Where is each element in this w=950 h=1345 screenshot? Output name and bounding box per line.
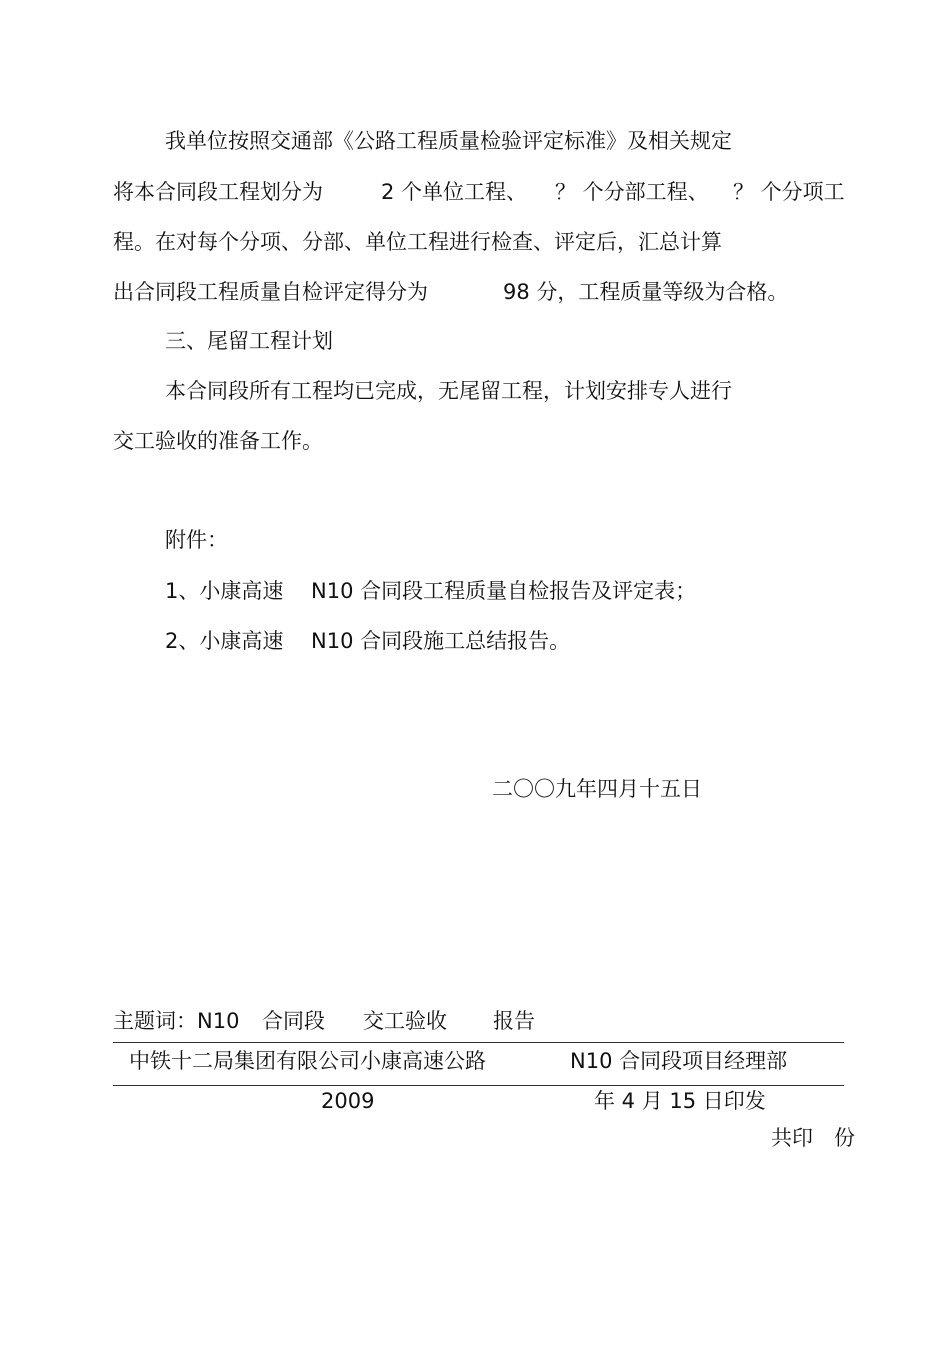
attachments-label: 附件：	[165, 528, 228, 552]
body-p1-line1: 我单位按照交通部《公路工程质量检验评定标准》及相关规定	[165, 129, 732, 153]
attachment-item-2-title: N10 合同段施工总结报告。	[311, 629, 571, 653]
keyword-report: 报告	[493, 1009, 535, 1033]
body-p2-line2: 交工验收的准备工作。	[113, 429, 323, 453]
copies-count: 共印 份	[771, 1126, 855, 1150]
issue-year: 2009	[321, 1089, 375, 1113]
body-p1-line2-part3: ？ 个分部工程、	[555, 180, 709, 204]
body-p2-line1: 本合同段所有工程均已完成，无尾留工程，计划安排专人进行	[165, 379, 732, 403]
issuer-company: 中铁十二局集团有限公司小康高速公路	[129, 1049, 486, 1073]
body-p1-line2-part2: 2 个单位工程、	[381, 180, 528, 204]
body-p1-line2-part1: 将本合同段工程划分为	[113, 180, 323, 204]
footer-rule-bottom	[113, 1085, 844, 1086]
issue-date: 年 4 月 15 日印发	[594, 1089, 766, 1113]
keyword-acceptance: 交工验收	[363, 1009, 447, 1033]
body-p1-line2-part4: ？ 个分项工	[733, 180, 845, 204]
keywords-label: 主题词：N10	[113, 1009, 240, 1033]
issuer-department: N10 合同段项目经理部	[570, 1049, 788, 1073]
footer-rule-top	[113, 1042, 844, 1043]
document-date: 二〇〇九年四月十五日	[492, 777, 702, 801]
body-p1-line4-part1: 出合同段工程质量自检评定得分为	[113, 280, 428, 304]
attachment-item-1-prefix: 1、小康高速	[165, 579, 284, 603]
body-p1-line3: 程。在对每个分项、分部、单位工程进行检查、评定后，汇总计算	[113, 230, 722, 254]
attachment-item-2-prefix: 2、小康高速	[165, 629, 284, 653]
attachment-item-1-title: N10 合同段工程质量自检报告及评定表；	[311, 579, 697, 603]
keyword-contract-section: 合同段	[262, 1009, 325, 1033]
body-p1-line4-part2: 98 分，工程质量等级为合格。	[503, 280, 789, 304]
section-heading: 三、尾留工程计划	[165, 329, 333, 353]
